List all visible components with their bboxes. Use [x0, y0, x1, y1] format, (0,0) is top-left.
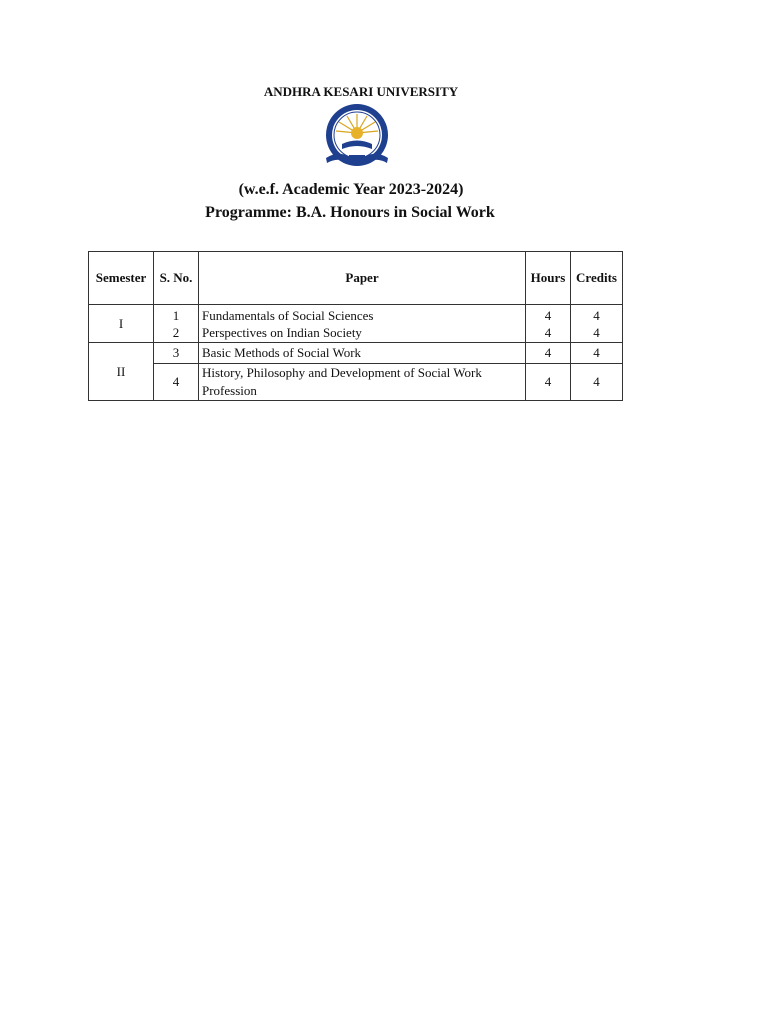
paper-title: Perspectives on Indian Society — [202, 324, 362, 340]
hours-cell — [526, 305, 571, 343]
programme-heading: Programme: B.A. Honours in Social Work — [205, 204, 495, 221]
semester-cell: I — [89, 305, 154, 343]
course-table — [88, 251, 623, 401]
academic-year-heading: (w.e.f. Academic Year 2023-2024) — [238, 181, 464, 198]
header-semester: Semester — [89, 252, 154, 305]
header-hours: Hours — [526, 252, 571, 305]
paper-cell: Basic Methods of Social Work — [199, 343, 526, 364]
paper-cell: History, Philosophy and Development of Social Work Profession — [199, 364, 526, 401]
table-row — [89, 364, 623, 401]
hours-value: 4 — [544, 324, 552, 340]
paper-cell — [199, 305, 526, 343]
hours-value: 4 — [544, 307, 552, 323]
credits-cell: 4 — [571, 343, 623, 364]
header-sno: S. No. — [154, 252, 199, 305]
sno-value: 1 — [172, 307, 180, 323]
university-name: ANDHRA KESARI UNIVERSITY — [263, 84, 459, 99]
semester-cell: II — [89, 343, 154, 401]
sno-value: 2 — [172, 324, 180, 340]
credits-cell: 4 — [571, 364, 623, 401]
table-row — [89, 305, 623, 343]
hours-cell: 4 — [526, 364, 571, 401]
credits-value: 4 — [593, 307, 600, 323]
header-paper: Paper — [199, 252, 526, 305]
sno-cell — [154, 305, 199, 343]
sno-cell: 3 — [154, 343, 199, 364]
header-credits: Credits — [571, 252, 623, 305]
paper-title: Fundamentals of Social Sciences — [202, 307, 374, 323]
table-header-row — [89, 252, 623, 305]
sno-cell: 4 — [154, 364, 199, 401]
hours-cell: 4 — [526, 343, 571, 364]
credits-value: 4 — [593, 324, 600, 340]
credits-cell — [571, 305, 623, 343]
university-seal-icon — [318, 102, 396, 174]
table-row — [89, 343, 623, 364]
